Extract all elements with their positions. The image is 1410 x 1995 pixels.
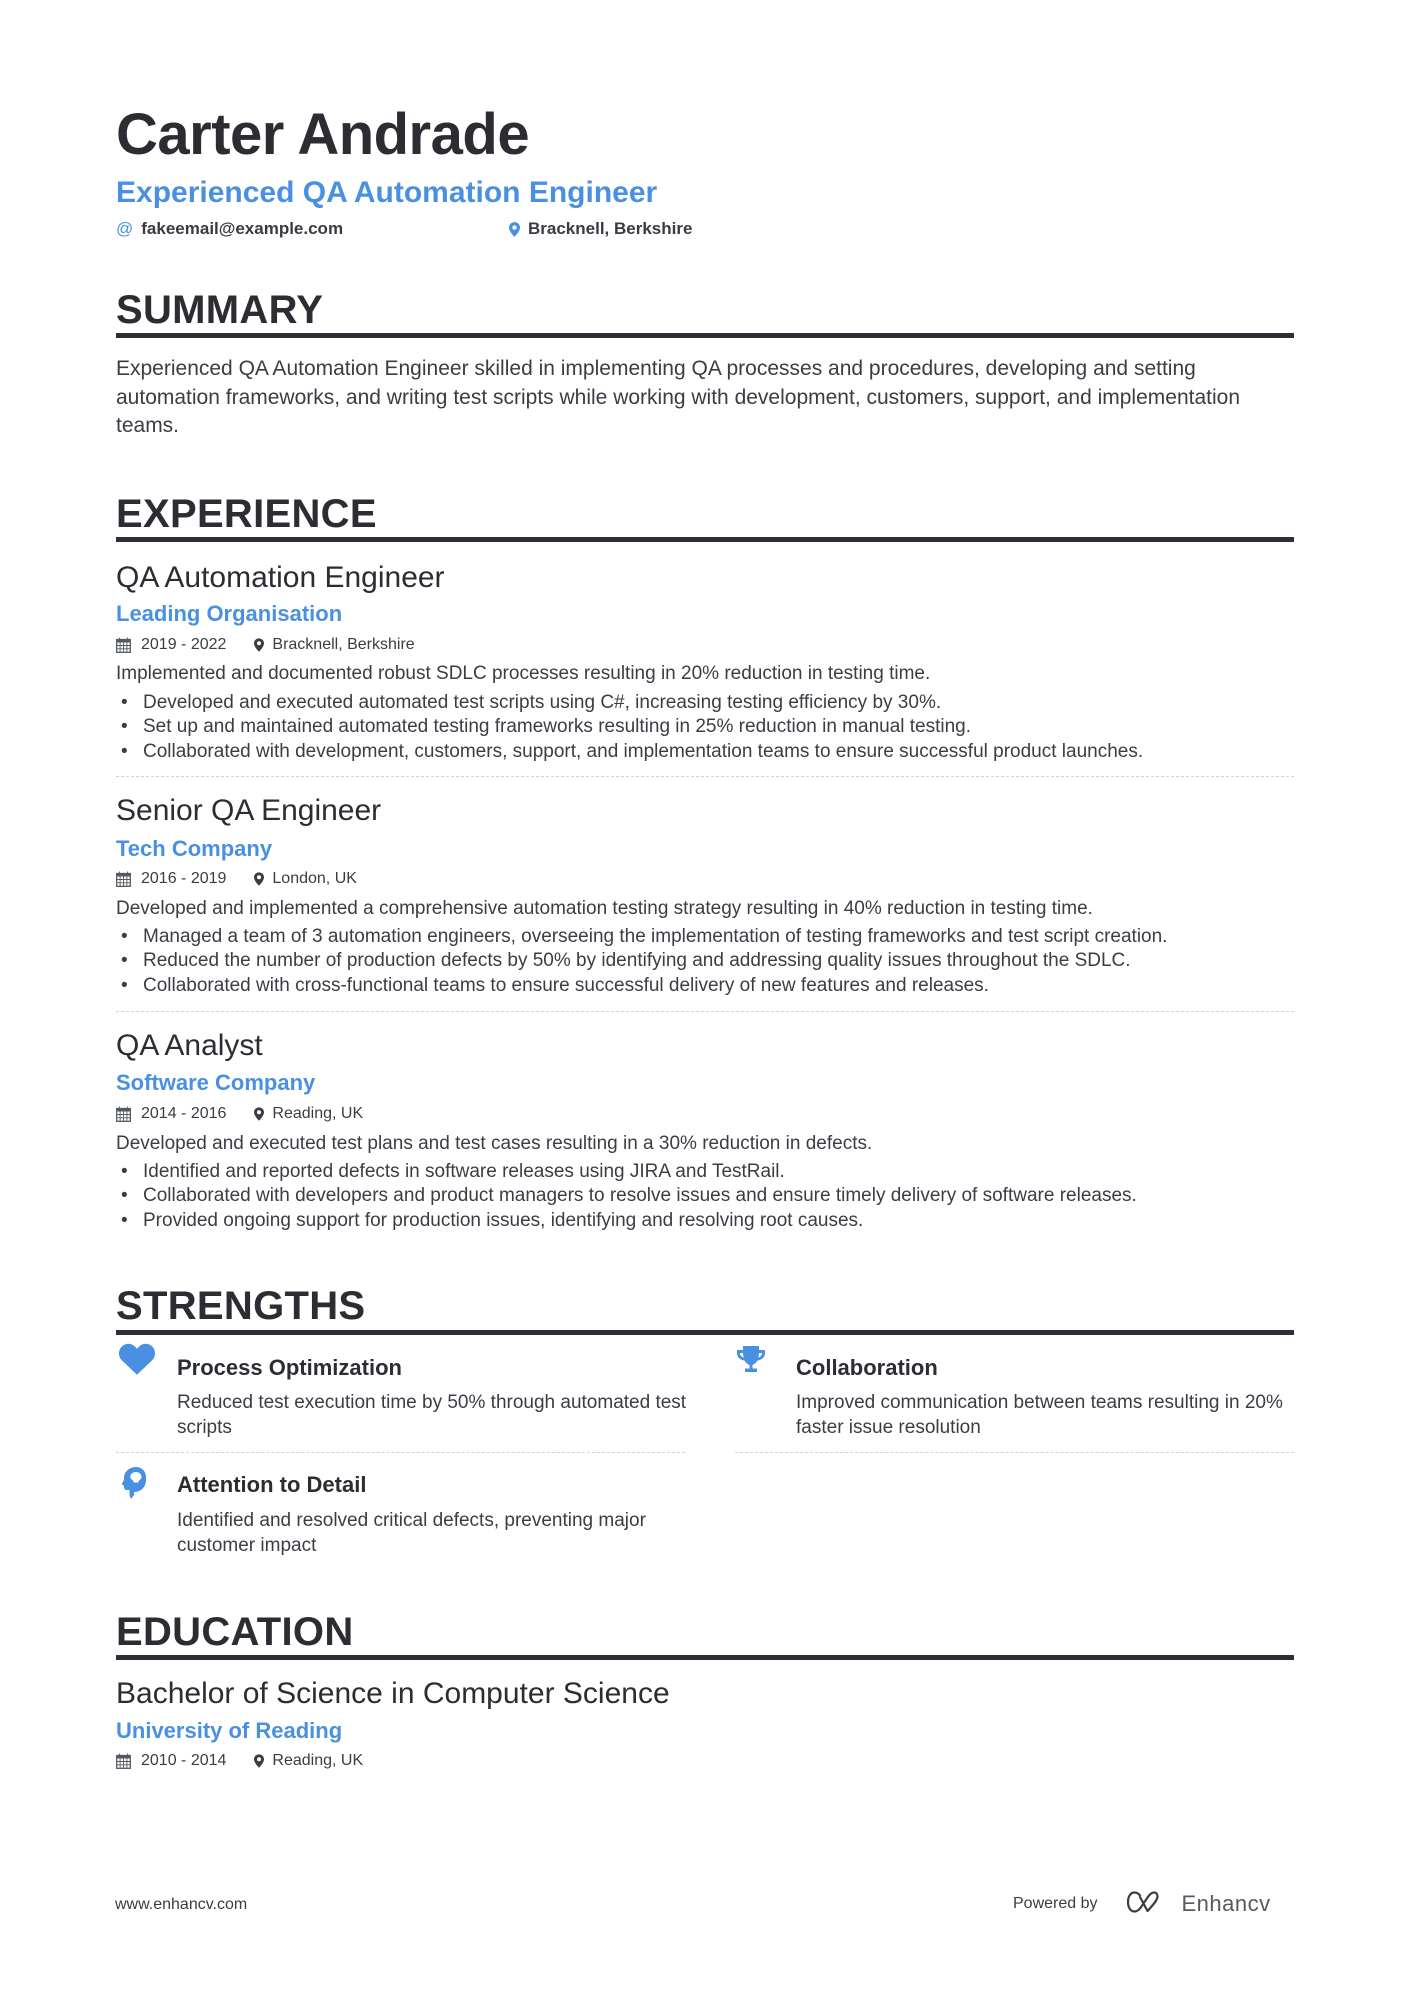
education-location: Reading, UK bbox=[272, 1752, 364, 1769]
job-bullets bbox=[116, 1160, 1137, 1233]
calendar-icon bbox=[116, 1753, 131, 1769]
section-divider bbox=[116, 1330, 1294, 1335]
item-divider bbox=[116, 1011, 1294, 1012]
job-description: Implemented and documented robust SDLC processes resulting in 20% reduction in testing time. bbox=[116, 663, 931, 684]
company-name: Software Company bbox=[116, 1070, 316, 1095]
at-icon: @ bbox=[116, 219, 134, 238]
job-bullets bbox=[116, 691, 1143, 764]
job-location: London, UK bbox=[272, 870, 357, 887]
job-bullet: • Developed and executed automated test scripts using C#, increasing testing efficiency by 30%. bbox=[116, 691, 1143, 715]
heart-icon bbox=[119, 1343, 155, 1375]
strength-title: Attention to Detail bbox=[177, 1472, 367, 1497]
strength-description: Improved communication between teams resulting in 20% faster issue resolution bbox=[796, 1392, 1283, 1438]
item-divider bbox=[116, 1452, 685, 1453]
job-location: Reading, UK bbox=[272, 1105, 364, 1122]
job-meta bbox=[116, 634, 415, 656]
job-dates: 2019 - 2022 bbox=[141, 636, 227, 653]
trophy-icon bbox=[733, 1344, 769, 1376]
job-bullet: • Collaborated with cross-functional teams to ensure successful delivery of new features and releases. bbox=[116, 974, 1167, 998]
head-icon bbox=[117, 1467, 153, 1499]
job-bullet: • Collaborated with development, customers, support, and implementation teams to ensure successful product launches. bbox=[116, 740, 1143, 764]
map-pin-icon bbox=[254, 1107, 264, 1121]
job-description: Developed and implemented a comprehensive automation testing strategy resulting in 40% reduction in testing time. bbox=[116, 898, 1093, 919]
job-bullet: • Collaborated with developers and product managers to resolve issues and ensure timely delivery of software releases. bbox=[116, 1184, 1137, 1208]
degree-title: Bachelor of Science in Computer Science bbox=[116, 1677, 670, 1710]
enhancv-logo-icon bbox=[1126, 1890, 1170, 1919]
item-divider bbox=[735, 1452, 1294, 1453]
section-title-experience: EXPERIENCE bbox=[116, 492, 377, 536]
strength-title: Collaboration bbox=[796, 1355, 938, 1380]
map-pin-icon bbox=[254, 1754, 264, 1768]
powered-by-label: Powered by bbox=[1013, 1895, 1098, 1912]
calendar-icon bbox=[116, 637, 131, 653]
job-description: Developed and executed test plans and test cases resulting in a 30% reduction in defects. bbox=[116, 1133, 873, 1154]
email-text: fakeemail@example.com bbox=[141, 219, 344, 238]
job-bullet: • Managed a team of 3 automation engineers, overseeing the implementation of testing frameworks and test script creation. bbox=[116, 925, 1167, 949]
job-title: QA Automation Engineer bbox=[116, 561, 445, 594]
section-divider bbox=[116, 333, 1294, 338]
education-meta bbox=[116, 1750, 363, 1772]
company-name: Tech Company bbox=[116, 836, 273, 861]
map-pin-icon bbox=[254, 638, 264, 652]
section-title-strengths: STRENGTHS bbox=[116, 1284, 366, 1328]
footer-website-link[interactable]: www.enhancv.com bbox=[115, 1896, 248, 1913]
job-bullet: • Provided ongoing support for production issues, identifying and resolving root causes. bbox=[116, 1209, 1137, 1233]
school-name: University of Reading bbox=[116, 1718, 343, 1743]
item-divider bbox=[116, 776, 1294, 777]
summary-text: Experienced QA Automation Engineer skilled in implementing QA processes and procedures, developing and setting automation frameworks, and writing test scripts while working with development, customers, support, and implementation teams. bbox=[116, 357, 1241, 437]
company-name: Leading Organisation bbox=[116, 601, 343, 626]
job-title: QA Analyst bbox=[116, 1029, 263, 1062]
candidate-name: Carter Andrade bbox=[116, 102, 530, 167]
calendar-icon bbox=[116, 1106, 131, 1122]
strength-description: Identified and resolved critical defects, preventing major customer impact bbox=[177, 1510, 646, 1556]
section-divider bbox=[116, 537, 1294, 542]
job-title: Senior QA Engineer bbox=[116, 794, 382, 827]
job-dates: 2016 - 2019 bbox=[141, 870, 227, 887]
job-location: Bracknell, Berkshire bbox=[272, 636, 415, 653]
location-text: Bracknell, Berkshire bbox=[528, 219, 693, 238]
brand-name: Enhancv bbox=[1181, 1891, 1271, 1916]
map-pin-icon bbox=[509, 222, 520, 237]
map-pin-icon bbox=[254, 872, 264, 886]
candidate-headline: Experienced QA Automation Engineer bbox=[116, 176, 658, 209]
job-bullet: • Reduced the number of production defects by 50% by identifying and addressing quality issues throughout the SDLC. bbox=[116, 949, 1167, 973]
job-dates: 2014 - 2016 bbox=[141, 1105, 227, 1122]
section-title-education: EDUCATION bbox=[116, 1610, 354, 1654]
footer-powered-by[interactable] bbox=[1013, 1890, 1271, 1918]
job-bullet: • Identified and reported defects in software releases using JIRA and TestRail. bbox=[116, 1160, 1137, 1184]
job-bullet: • Set up and maintained automated testing frameworks resulting in 25% reduction in manual testing. bbox=[116, 715, 1143, 739]
job-meta bbox=[116, 1103, 363, 1125]
job-meta bbox=[116, 868, 357, 890]
section-title-summary: SUMMARY bbox=[116, 288, 324, 332]
strength-title: Process Optimization bbox=[177, 1355, 402, 1380]
section-divider bbox=[116, 1655, 1294, 1660]
contact-location bbox=[509, 218, 692, 240]
contact-email[interactable] bbox=[116, 218, 343, 240]
strength-description: Reduced test execution time by 50% through automated test scripts bbox=[177, 1392, 687, 1438]
education-dates: 2010 - 2014 bbox=[141, 1752, 227, 1769]
job-bullets bbox=[116, 925, 1167, 998]
calendar-icon bbox=[116, 871, 131, 887]
